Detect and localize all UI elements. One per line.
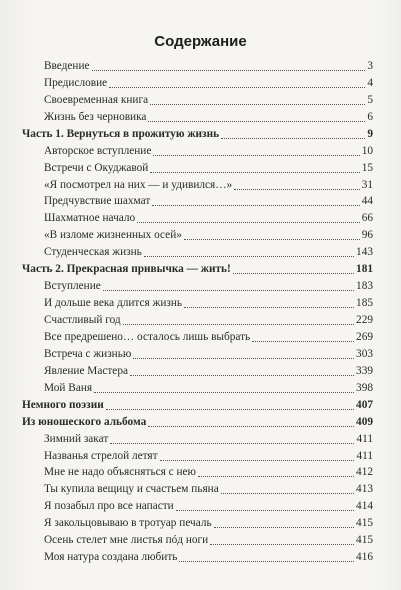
page-title: Содержание (154, 33, 247, 50)
toc-page-number: 44 (361, 195, 373, 208)
dot-leader (130, 375, 354, 376)
toc-entry-title: Я позабыл про все напасти (44, 500, 174, 513)
toc-entry-row (22, 158, 373, 175)
dot-leader (160, 460, 355, 461)
toc-entry-row (22, 327, 373, 344)
dot-leader (123, 324, 354, 325)
toc-entry-title: Из юношеского альбома (22, 415, 147, 428)
dot-leader (148, 121, 365, 122)
toc-entry-title: «Я посмотрел на них — и удивился…» (44, 178, 233, 191)
toc-entry-row (22, 141, 373, 158)
toc-entry-row (22, 378, 373, 395)
toc-entry-title: Счастливый год (44, 314, 121, 326)
toc-entry-row (22, 496, 373, 513)
dot-leader (92, 70, 366, 71)
toc-page-number: 415 (356, 534, 373, 547)
toc-page-number: 15 (361, 161, 373, 174)
toc-entry-title: Ты купила вещицу и счастьем пьяна (44, 483, 219, 496)
toc-page-number: 96 (361, 229, 373, 242)
dot-leader (103, 290, 354, 291)
toc-entry-title: Осень стелет мне листья пóд ноги (44, 534, 209, 547)
dot-leader (252, 341, 354, 342)
toc-entry-title: Мой Ваня (44, 381, 93, 394)
toc-entry-row (22, 530, 373, 547)
dot-leader (109, 87, 365, 88)
dot-leader (150, 104, 365, 105)
toc-page-number: 10 (361, 144, 373, 157)
dot-leader (179, 561, 354, 562)
toc-entry-row (22, 73, 373, 90)
dot-leader (234, 189, 360, 190)
dot-leader (233, 273, 354, 274)
toc-part-row (22, 259, 373, 276)
toc-entry-title: Предчувствие шахмат (44, 195, 151, 208)
toc-part-row (22, 124, 373, 141)
toc-entry-title: Встречи с Окуджавой (44, 161, 149, 174)
dot-leader (94, 392, 354, 393)
dot-leader (137, 222, 360, 223)
toc-entry-row (22, 175, 373, 192)
dot-leader (221, 493, 354, 494)
toc-entry-row (22, 446, 373, 463)
toc-page-number: 415 (356, 517, 373, 530)
dot-leader (184, 239, 360, 240)
toc-entry-title: И дольше века длится жизнь (44, 297, 183, 310)
toc-entry-row (22, 208, 373, 225)
toc-entry-title: Своевременная книга (44, 93, 149, 106)
toc-page-number: 66 (361, 212, 373, 225)
toc-page-number: 411 (356, 449, 373, 462)
dot-leader (153, 155, 359, 156)
toc-entry-title: Студенческая жизнь (44, 246, 142, 259)
dot-leader (150, 172, 359, 173)
dot-leader (133, 358, 354, 359)
toc-entry-row (22, 361, 373, 378)
toc-entry-row (22, 344, 373, 361)
toc-entry-title: Мне не надо объясняться с нею (44, 466, 196, 479)
toc-entry-row (22, 293, 373, 310)
toc-entry-title: Авторское вступление (44, 144, 152, 157)
toc-part-row (22, 412, 373, 429)
toc-entry-title: Часть 2. Прекрасная привычка — жить! (22, 263, 231, 276)
toc-entry-title: Жизнь без черновика (44, 110, 147, 123)
toc-entry-title: Моя натура создана любить (44, 551, 178, 564)
toc-entry-title: Шахматное начало (44, 212, 136, 225)
toc-entry-row (22, 225, 373, 242)
toc-entry-title: Зимний закат (44, 432, 109, 445)
toc-entry-title: Часть 1. Вернуться в прожитую жизнь (22, 127, 220, 140)
toc-entry-title: Все предрешено… осталось лишь выбрать (44, 330, 251, 343)
dot-leader (152, 205, 359, 206)
toc-page-number: 143 (356, 246, 373, 259)
toc-page-number: 183 (356, 280, 373, 293)
toc-entry-title: «В изломе жизненных осей» (44, 229, 182, 242)
toc-entry-title: Явление Мастера (44, 364, 128, 377)
toc-page-number: 413 (356, 483, 373, 496)
toc-page-number: 3 (367, 59, 373, 72)
toc-page-number: 414 (356, 500, 373, 513)
dot-leader (176, 510, 354, 511)
dot-leader (214, 527, 354, 528)
dot-leader (110, 443, 354, 444)
toc-page-number: 303 (356, 347, 373, 360)
toc-page-number: 181 (356, 263, 373, 276)
table-of-contents (22, 56, 373, 564)
toc-entry-title: Названья стрелой летят (44, 449, 158, 462)
toc-entry-title: Вступление (44, 280, 101, 293)
toc-entry-title: Немного поэзии (22, 398, 104, 411)
dot-leader (221, 138, 365, 139)
toc-entry-title: Предисловие (44, 76, 108, 89)
toc-page-number: 185 (356, 297, 373, 310)
toc-entry-row (22, 90, 373, 107)
dot-leader (148, 426, 354, 427)
toc-page-number: 398 (356, 381, 373, 394)
toc-entry-title: Введение (44, 59, 90, 72)
toc-entry-row (22, 429, 373, 446)
toc-entry-row (22, 547, 373, 564)
toc-entry-row (22, 107, 373, 124)
dot-leader (106, 409, 354, 410)
toc-page-number: 416 (356, 551, 373, 564)
toc-page-number: 269 (356, 330, 373, 343)
toc-page-number: 4 (367, 76, 373, 89)
toc-entry-row (22, 242, 373, 259)
toc-entry-row (22, 56, 373, 73)
toc-page-number: 411 (356, 432, 373, 445)
toc-page-number: 407 (356, 398, 373, 411)
toc-page-number: 409 (356, 415, 373, 428)
toc-page-number: 6 (367, 110, 373, 123)
toc-entry-title: Встреча с жизнью (44, 347, 132, 360)
toc-part-row (22, 395, 373, 412)
toc-entry-row (22, 463, 373, 480)
toc-page-number: 9 (367, 127, 373, 140)
dot-leader (184, 307, 354, 308)
toc-entry-row (22, 479, 373, 496)
toc-entry-title: Я закольцовываю в тротуар печаль (44, 517, 212, 530)
toc-entry-row (22, 276, 373, 293)
toc-entry-row (22, 513, 373, 530)
toc-entry-row (22, 192, 373, 209)
toc-page-number: 229 (356, 314, 373, 326)
toc-page-number: 339 (356, 364, 373, 377)
toc-page-number: 31 (361, 178, 373, 191)
dot-leader (144, 256, 354, 257)
toc-page-number: 5 (367, 93, 373, 106)
toc-page-number: 412 (356, 466, 373, 479)
toc-entry-row (22, 310, 373, 327)
dot-leader (198, 476, 354, 477)
dot-leader (210, 544, 354, 545)
